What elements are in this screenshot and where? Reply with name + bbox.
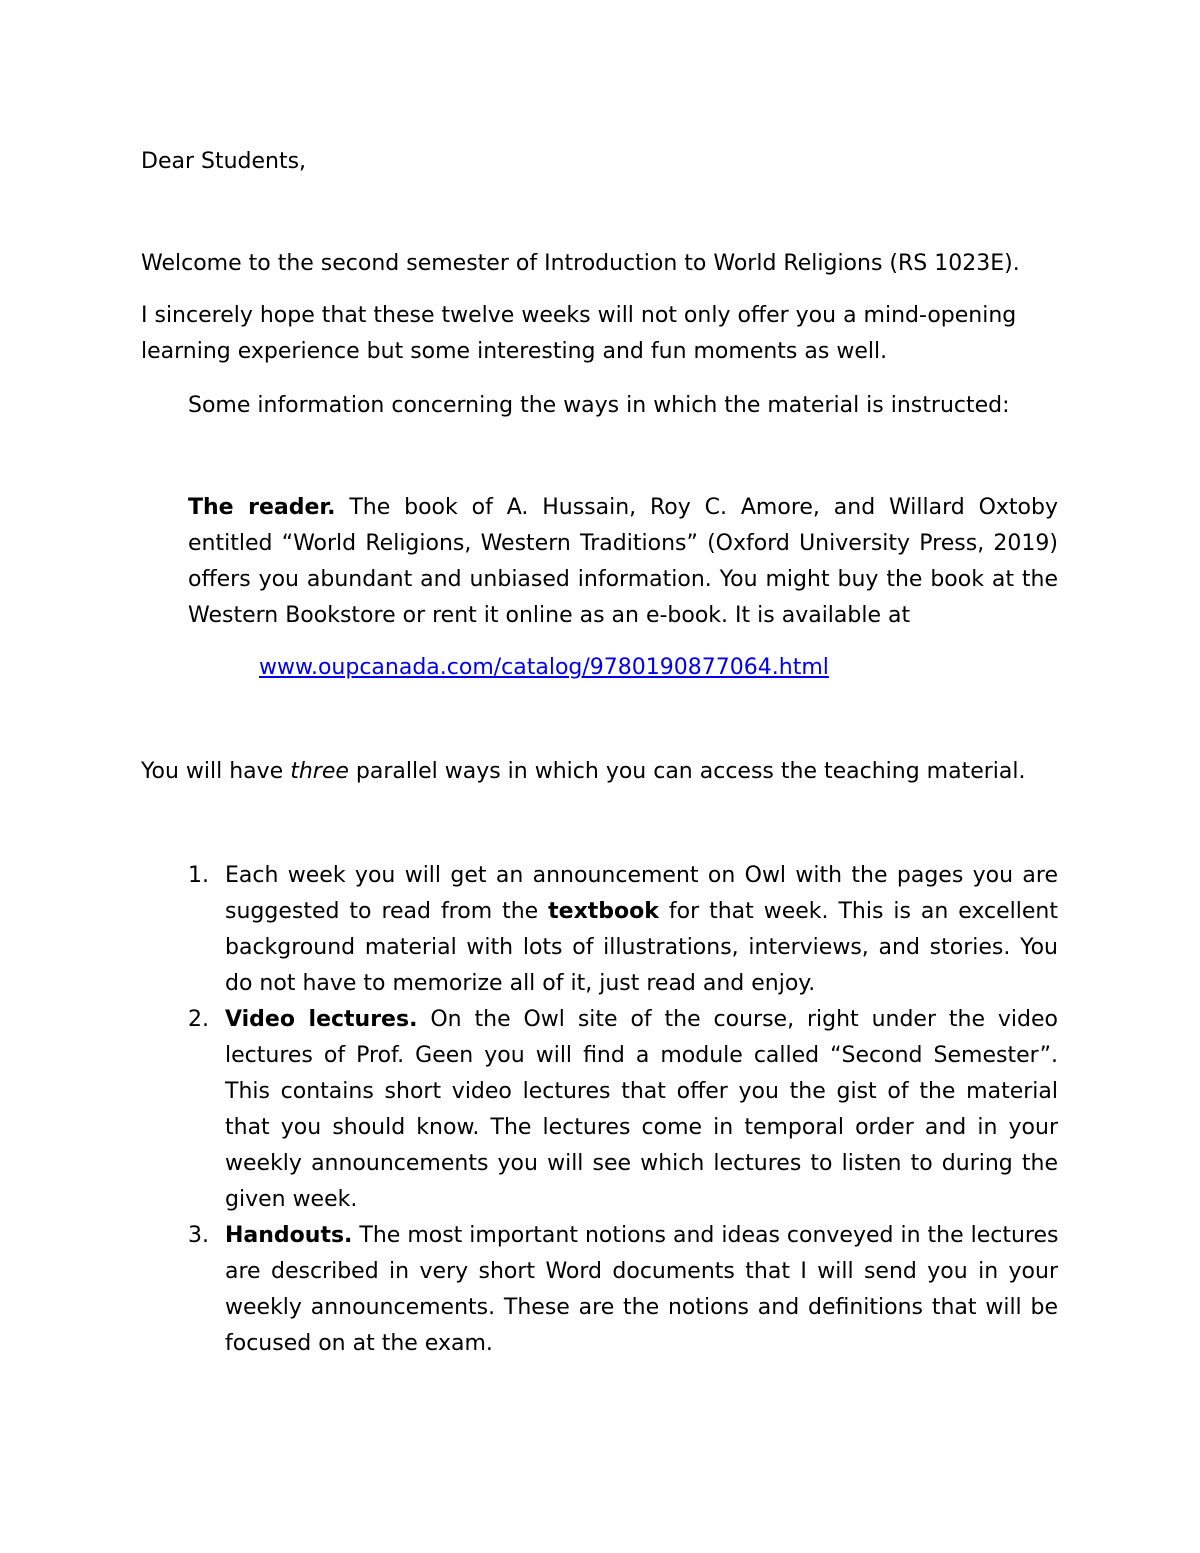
catalog-link[interactable]: www.oupcanada.com/catalog/9780190877064.html xyxy=(259,655,829,680)
list-item-video-lectures: 2. Video lectures. On the Owl site of the course, right under the video lectures of Prof. Geen you will find a module called “Second Semester”. This contains short video lectures that offer you the gist of the material that you should know. The lectures come in temporal order and in your weekly announcements you will see which lectures to listen to during the given week. xyxy=(188,1002,1058,1218)
handouts-label: Handouts. xyxy=(225,1223,353,1248)
reader-line-1: The reader. The book of A. Hussain, Roy C. Amore, and Willard Oxtoby xyxy=(188,495,1059,520)
greeting: Dear Students, xyxy=(141,149,307,174)
welcome-paragraph: Welcome to the second semester of Introduction to World Religions (RS 1023E). xyxy=(141,251,1020,276)
reader-label: The reader. xyxy=(188,495,336,520)
reader-line-2: entitled “World Religions, Western Traditions” (Oxford University Press, 2019) xyxy=(188,531,1058,556)
hope-line-1: I sincerely hope that these twelve weeks will not only offer you a mind-opening xyxy=(141,303,1017,328)
list-item-textbook: 1. Each week you will get an announcement on Owl with the pages you are suggested to read from the textbook for that week. This is an excellent background material with lots of illustrations, interviews, and stories. You do not have to memorize all of it, just read and enjoy. xyxy=(188,858,1058,1002)
info-intro: Some information concerning the ways in which the material is instructed: xyxy=(188,393,1010,418)
reader-line-4: Western Bookstore or rent it online as an e-book. It is available at xyxy=(188,603,911,628)
hope-line-2: learning experience but some interesting and fun moments as well. xyxy=(141,339,888,364)
list-number-2: 2. xyxy=(188,1007,209,1032)
three-emphasis: three xyxy=(290,759,349,784)
reader-paragraph xyxy=(188,490,1058,634)
hope-paragraph xyxy=(141,298,1016,370)
textbook-bold: textbook xyxy=(548,899,659,924)
video-lectures-label: Video lectures. xyxy=(225,1007,418,1032)
reader-line-3: offers you abundant and unbiased information. You might buy the book at the xyxy=(188,567,1058,592)
access-paragraph: You will have three parallel ways in which you can access the teaching material. xyxy=(141,759,1026,784)
list-number-3: 3. xyxy=(188,1223,209,1248)
list-number-1: 1. xyxy=(188,863,209,888)
list-item-handouts: 3. Handouts. The most important notions and ideas conveyed in the lectures are described in very short Word documents that I will send you in your weekly announcements. These are the notions and definitions that will be focused on at the exam. xyxy=(188,1218,1058,1362)
